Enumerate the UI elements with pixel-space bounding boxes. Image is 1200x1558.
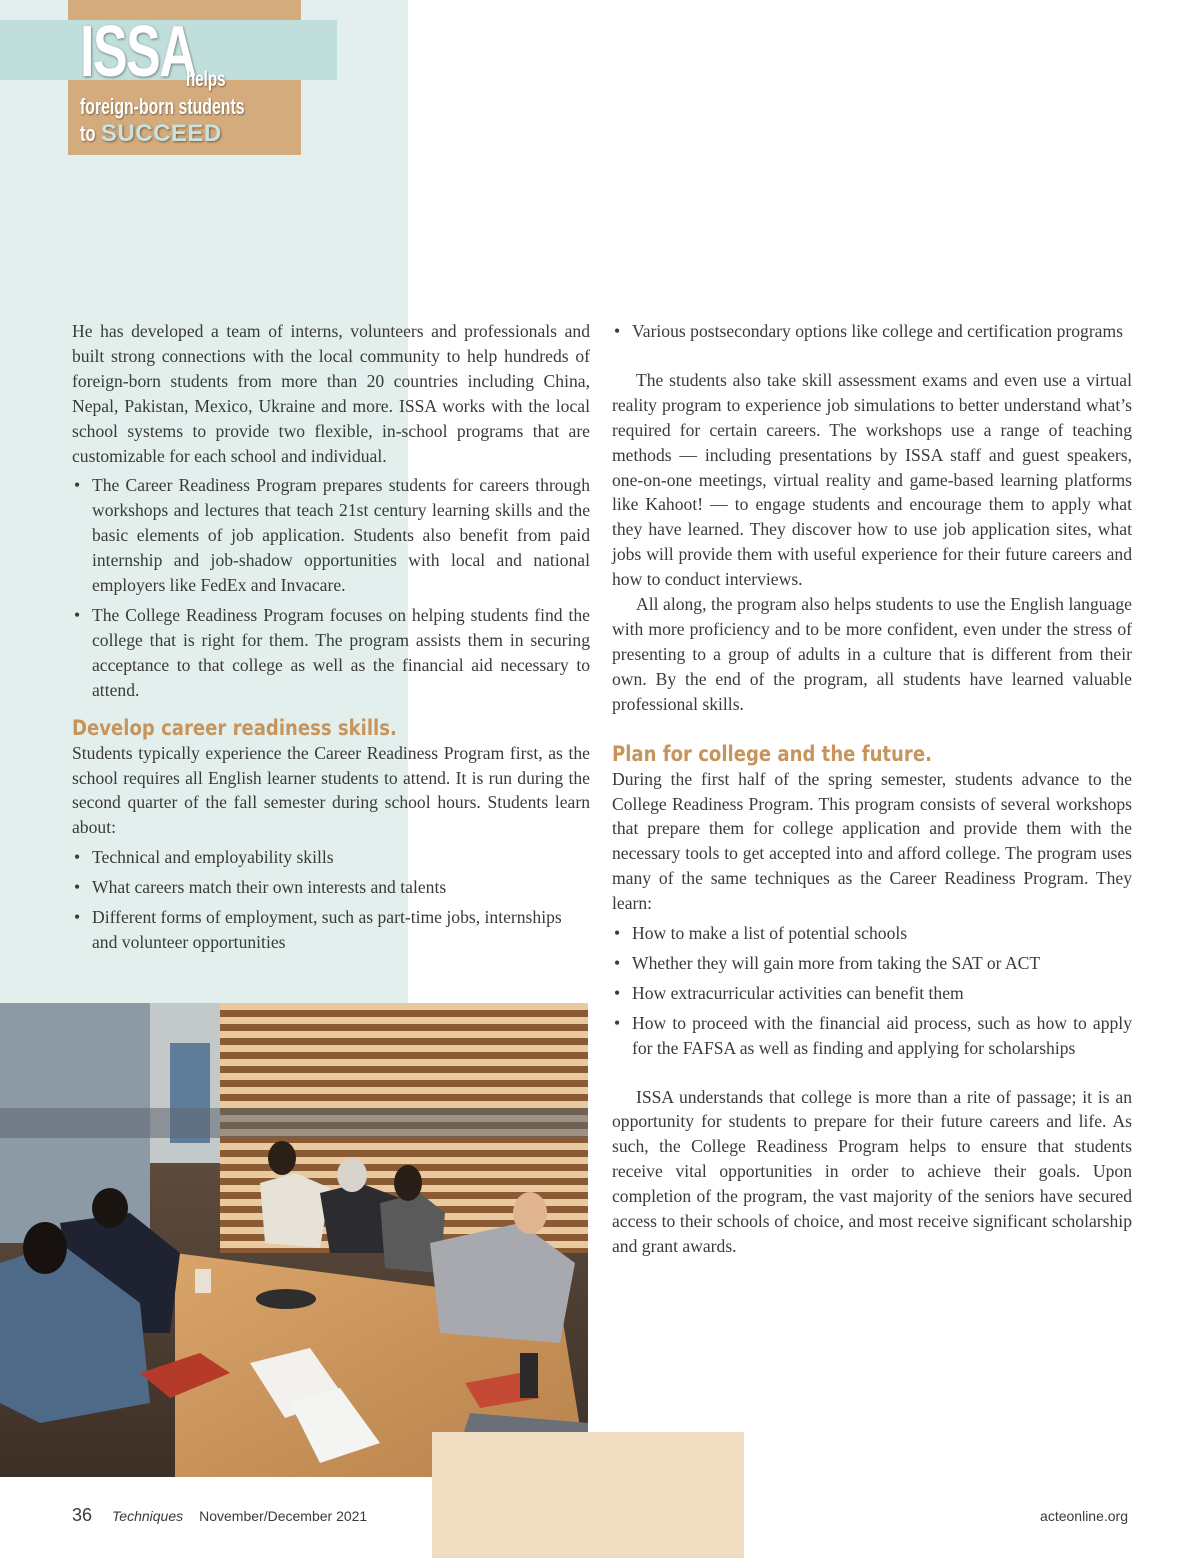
title-line-3 — [80, 120, 222, 148]
list-item: • How extracurricular activities can benefit them — [612, 981, 1132, 1006]
list-item: • The Career Readiness Program prepares students for careers through workshops and lectures that teach 21st century learning skills and the basic elements of job application. Students also benefit from paid internship and job-shadow opportunities with local and national employers like FedEx and Invacare. — [72, 473, 590, 598]
they-learn-list — [612, 921, 1132, 1061]
closing-paragraph: ISSA understands that college is more than a rite of passage; it is an opportunity for students to prepare for their future careers and life. As such, the College Readiness Program helps to ensure that students receive vital opportunities in order to achieve their goals. Upon completion of the program, the vast majority of the seniors have secured access to their schools of choice, and most receive significant scholarship and grant awards. — [612, 1086, 1132, 1256]
issue-date: November/December 2021 — [199, 1508, 368, 1524]
classroom-photo-illustration — [0, 1003, 588, 1477]
title-line-2: foreign-born students — [80, 94, 245, 119]
list-item: • Whether they will gain more from taking the SAT or ACT — [612, 951, 1132, 976]
college-intro-paragraph: During the first half of the spring semester, students advance to the College Readiness Program. This program consists of several workshops that prepare them for college application and provide them with the necessary tools to get accepted into and afford college. The program uses many of the same techniques as the Career Readiness Program. They learn: — [612, 768, 1132, 914]
left-column — [72, 319, 590, 955]
title-helps: helps — [186, 68, 226, 91]
title-issa: ISSA — [80, 12, 196, 92]
title-succeed: SUCCEED — [100, 120, 222, 147]
right-column — [612, 319, 1132, 1259]
career-intro-paragraph: Students typically experience the Career Readiness Program first, as the school requires all English learner students to attend. It is run during the second quarter of the fall semester during school hours. Students learn about: — [72, 742, 590, 838]
section-heading-college: Plan for college and the future. — [612, 741, 932, 766]
list-item: • Technical and employability skills — [72, 845, 590, 870]
list-item: • Various postsecondary options like college and certification programs — [612, 319, 1132, 344]
learn-about-list — [72, 845, 590, 955]
list-item: • What careers match their own interests and talents — [72, 875, 590, 900]
intro-paragraph: He has developed a team of interns, volunteers and professionals and built strong connections with the local community to help hundreds of foreign-born students from more than 20 countries including China, Nepal, Pakistan, Mexico, Ukraine and more. ISSA works with the local school systems to provide two flexible, in-school programs that are customizable for each school and individual. — [72, 321, 590, 466]
page-number: 36 — [72, 1505, 93, 1525]
list-item: • Different forms of employment, such as part-time jobs, internships and volunteer opportunities — [72, 905, 590, 955]
english-paragraph: All along, the program also helps students to use the English language with more proficiency and to be more confident, even under the stress of presenting to a group of adults in a culture that is different from their own. By the end of the program, all students have learned valuable professional skills. — [612, 594, 1132, 714]
continued-list — [612, 319, 1132, 344]
publication-name: Techniques — [112, 1508, 184, 1524]
list-item: • How to make a list of potential schools — [612, 921, 1132, 946]
program-list — [72, 473, 590, 702]
page-footer — [72, 1505, 1128, 1526]
skills-paragraph: The students also take skill assessment exams and even use a virtual reality program to experience job simulations to better understand what’s required for certain careers. The workshops use a range of teaching methods — including presentations by ISSA staff and guest speakers, one-on-one meetings, virtual reality and game-based learning platforms like Kahoot! — to engage students and encourage them to apply what they have learned. They discover how to use job application sites, what jobs will provide them with useful experience for their future careers and how to conduct interviews. — [612, 369, 1132, 590]
title-to: to — [80, 121, 96, 146]
decorative-tan-block — [432, 1432, 744, 1558]
classroom-photo — [0, 1003, 588, 1477]
article-title — [80, 12, 340, 147]
section-heading-career: Develop career readiness skills. — [72, 715, 397, 740]
list-item: • The College Readiness Program focuses on helping students find the college that is right for them. The program assists them in securing acceptance to that college as well as the financial aid necessary to attend. — [72, 603, 590, 703]
list-item: • How to proceed with the financial aid process, such as how to apply for the FAFSA as well as finding and applying for scholarships — [612, 1011, 1132, 1061]
website-link[interactable]: acteonline.org — [1040, 1508, 1128, 1524]
